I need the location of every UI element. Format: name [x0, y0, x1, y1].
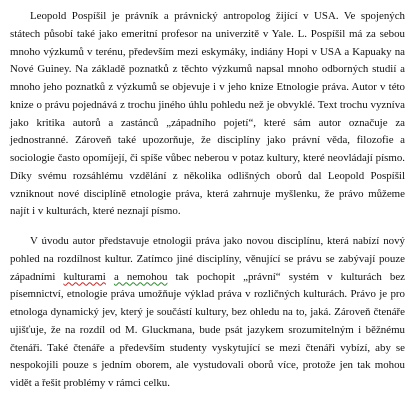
grammar-flagged-phrase[interactable]: a nemohou [113, 270, 168, 283]
document-page [10, 8, 405, 393]
paragraph-2-space [106, 271, 114, 283]
paragraph-1: Leopold Pospíšil je právník a právnický antropolog žijící v USA. Ve spojených státech působí také jako emeritní profesor na univerzitě v Yale. L. Pospíšil má za sebou mnoho výzkumů v terénu, především mezi eskymáky, indiány Hopi v USA a Kapuaky na Nové Guiney. Na základě poznatků z těchto výzkumů napsal mnoho odborných studií a mnoho jeho poznatků z výzkumů se objevuje i v jeho knize Etnologie práva. Autor v této knize o právu pojednává z trochu jiného úhlu pohledu než je obvyklé. Text trochu vyzníva jako kritika autorů a zastánců „západního pojetí“, které sám autor označuje za jednostranné. Zároveň také upozorňuje, že disciplíny jako právní věda, filozofie a sociologie často opomíjejí, či spíše vůbec neberou v potaz kultury, které neovládají písmo. Díky svému rozsáhlému vzdělání z několika odlišných oborů dal Leopold Pospíšil vzniknout nové disciplíně etnologie práva, která zahrnuje myšlenku, že právo můžeme najít i v kulturách, které neznají písmo. [10, 10, 405, 218]
paragraph-2-text-start: V úvodu autor představuje etnologii práva jako novou disciplínu, která nabízí nový pohled na rozdílnost kultur. Zatímco jiné disciplíny, věnující se právu se zabývají pouze západními [10, 235, 405, 283]
spellcheck-flagged-word[interactable]: kulturami [63, 270, 106, 283]
paragraph-2-text-end: tak pochopit „právní“ systém v kulturách bez písemnictví, etnologie práva umožňuje výklad práva v rozličných kulturách. Právo je pro etnologa dynamický jev, který je součástí kultury, bez ohledu na to, jaká. Zároveň čtenáře ujišťuje, že na rozdíl od M. Gluckmana, bude psát jazykem srozumitelným i běžnému čtenáři. Také čtenáře a především studenty vyskytující se mezi čtenáři vybízí, aby se nespokojili pouze s jedním oborem, ale vystudovali oborů více, protože jen tak mohou vidět a řešit problémy v rámci celku. [10, 270, 405, 389]
paragraph-2 [10, 233, 405, 393]
